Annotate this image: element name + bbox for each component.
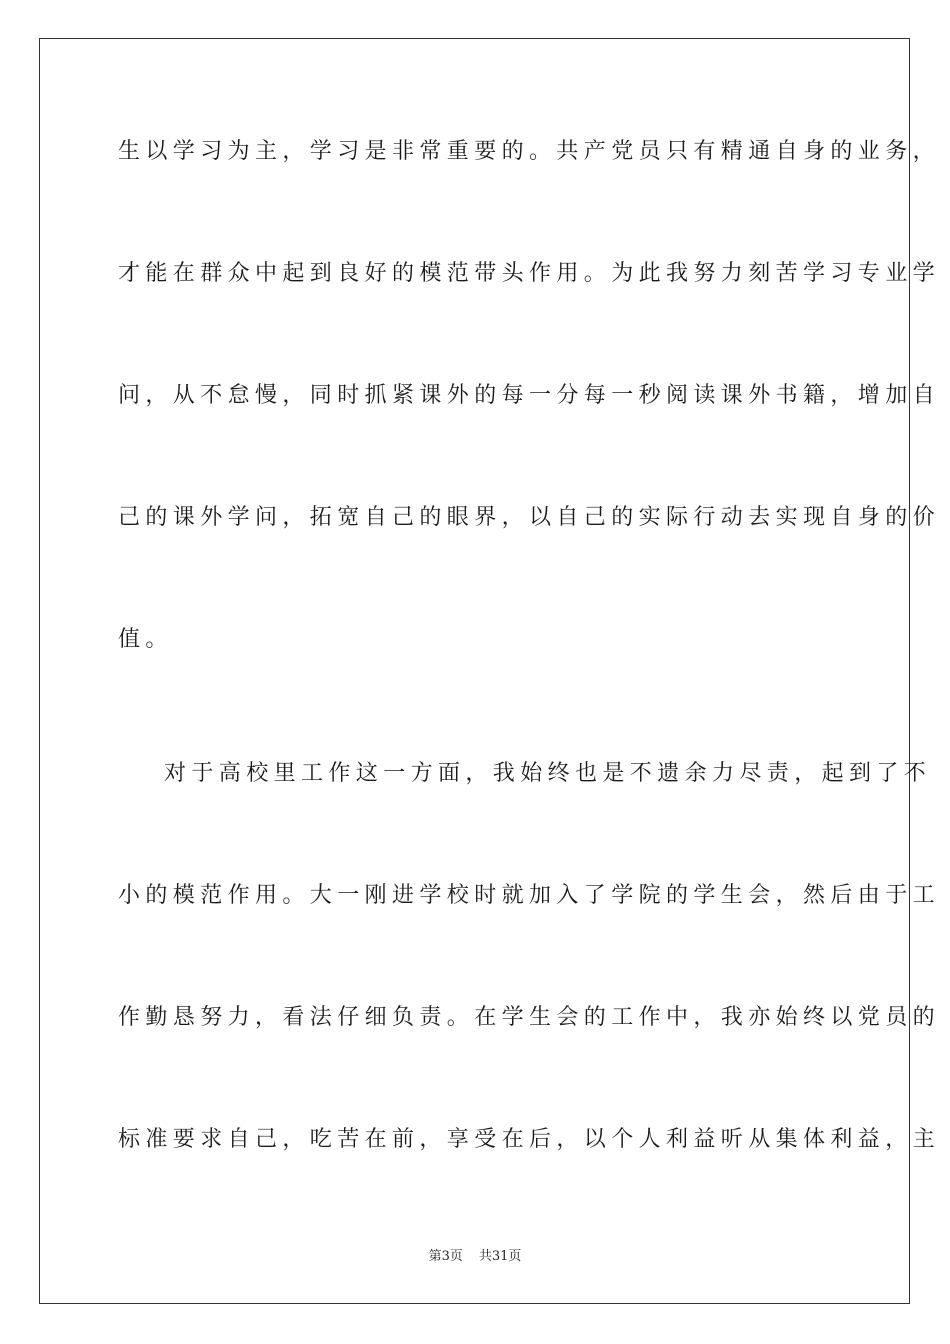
page-frame	[39, 38, 941, 1304]
body-text-line: 小的模范作用。大一刚进学校时就加入了学院的学生会，然后由于工	[118, 883, 941, 908]
body-text-line: 标准要求自己，吃苦在前，享受在后，以个人利益听从集体利益，主	[118, 1127, 941, 1152]
body-text-line: 己的课外学问，拓宽自己的眼界，以自己的实际行动去实现自身的价	[118, 505, 941, 530]
total-pages: 共31页	[478, 1249, 522, 1264]
body-text-line: 才能在群众中起到良好的模范带头作用。为此我努力刻苦学习专业学	[118, 261, 941, 286]
paragraph-first-line: 对于高校里工作这一方面，我始终也是不遗余力尽责，起到了不	[164, 761, 932, 786]
page-footer	[0, 1248, 950, 1266]
body-text-line: 作勤恳努力，看法仔细负责。在学生会的工作中，我亦始终以党员的	[118, 1005, 941, 1030]
body-text-line: 问，从不怠慢，同时抓紧课外的每一分每一秒阅读课外书籍，增加自	[118, 383, 941, 408]
page-number: 第3页	[428, 1249, 463, 1264]
body-text-line: 生以学习为主，学习是非常重要的。共产党员只有精通自身的业务，	[118, 139, 941, 164]
body-text-line: 值。	[118, 627, 173, 652]
